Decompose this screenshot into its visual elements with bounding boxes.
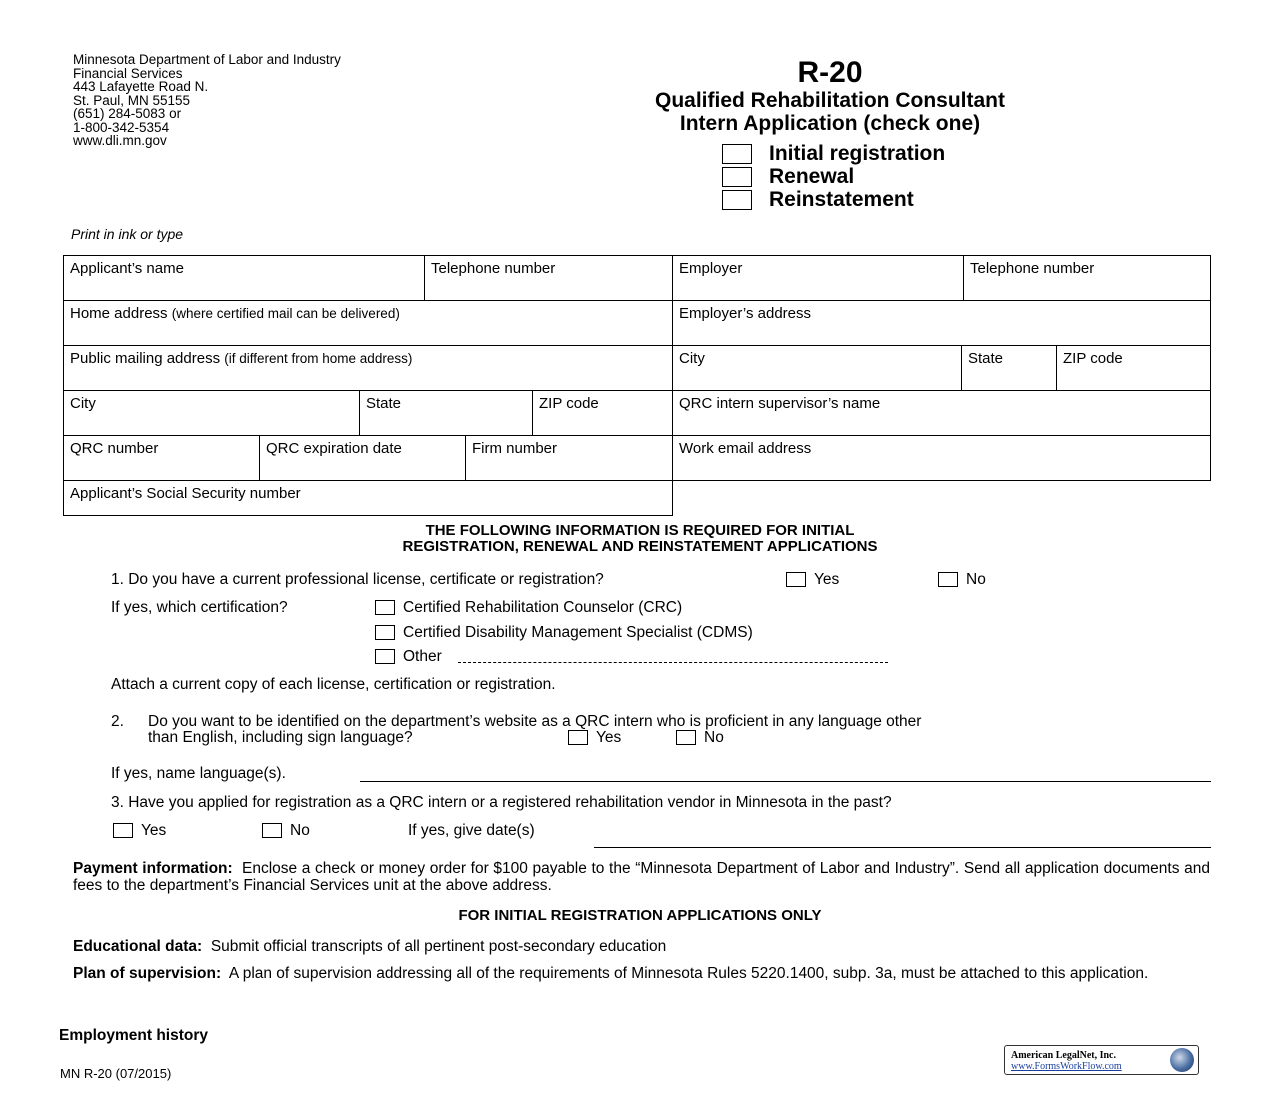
q3-no-option[interactable]: [262, 822, 310, 840]
address-line: www.dli.mn.gov: [73, 133, 167, 148]
field-label: Applicant’s Social Security number: [70, 485, 301, 502]
address-line: 443 Lafayette Road N.: [73, 79, 209, 94]
subtitle-line-1: Qualified Rehabilitation Consultant: [654, 89, 1005, 112]
q2-no-option[interactable]: [676, 729, 724, 747]
field-label: QRC intern supervisor’s name: [679, 395, 881, 412]
q1-no-option[interactable]: [938, 571, 986, 589]
applicant-telephone-field[interactable]: [424, 255, 673, 301]
field-label: QRC expiration date: [266, 440, 402, 457]
q2-yes-option[interactable]: [568, 729, 621, 747]
q3-no-checkbox[interactable]: [262, 823, 282, 838]
q1-if-yes-label: If yes, which certification?: [111, 599, 288, 616]
option-label: Reinstatement: [769, 188, 914, 211]
initial-only-heading: FOR INITIAL REGISTRATION APPLICATIONS ONLY: [458, 907, 822, 924]
q1-yes-option[interactable]: [786, 571, 839, 589]
employment-history-heading: Employment history: [59, 1027, 208, 1044]
field-label: Employer: [679, 260, 743, 277]
q2-language-label: If yes, name language(s).: [111, 765, 286, 782]
option-label: Yes: [596, 729, 622, 746]
field-label: City: [679, 350, 705, 367]
field-label: Home address: [70, 305, 168, 322]
option-initial-registration[interactable]: [722, 142, 945, 166]
plan-text: A plan of supervision addressing all of the requirements of Minnesota Rules 5220.1400, subp. 3a, must be attached to this application.: [228, 965, 1149, 982]
education-label: Educational data:: [73, 938, 203, 955]
globe-icon: [1170, 1048, 1194, 1072]
field-label: State: [968, 350, 1004, 367]
applicant-city-field[interactable]: [63, 390, 360, 436]
field-label: Public mailing address: [70, 350, 221, 367]
employer-telephone-field[interactable]: [963, 255, 1211, 301]
q2-no-checkbox[interactable]: [676, 730, 696, 745]
q3-yes-option[interactable]: [113, 822, 166, 840]
work-email-field[interactable]: [672, 435, 1211, 481]
option-label: Yes: [141, 822, 167, 839]
cert-other-checkbox[interactable]: [375, 649, 395, 664]
field-label: QRC number: [70, 440, 159, 457]
address-line: (651) 284-5083 or: [73, 106, 182, 121]
option-label: Certified Rehabilitation Counselor (CRC): [403, 599, 683, 616]
option-reinstatement[interactable]: [722, 188, 914, 212]
firm-number-field[interactable]: [465, 435, 673, 481]
heading-line: REGISTRATION, RENEWAL AND REINSTATEMENT APPLICATIONS: [402, 538, 878, 555]
form-subtitle: [560, 89, 1100, 135]
cert-crc-option[interactable]: [375, 599, 682, 617]
plan-label: Plan of supervision:: [73, 965, 222, 982]
field-label: State: [366, 395, 402, 412]
q2-yes-checkbox[interactable]: [568, 730, 588, 745]
q3-dates-label: If yes, give date(s): [408, 822, 535, 839]
logo-company: American LegalNet, Inc.: [1011, 1050, 1116, 1061]
print-instruction: Print in ink or type: [71, 226, 184, 242]
employer-field[interactable]: [672, 255, 964, 301]
other-cert-line[interactable]: [458, 662, 888, 663]
field-label: Applicant’s name: [70, 260, 184, 277]
option-label: No: [704, 729, 724, 746]
option-renewal[interactable]: [722, 165, 854, 189]
option-label: Yes: [814, 571, 840, 588]
heading-line: THE FOLLOWING INFORMATION IS REQUIRED FOR INITIAL: [425, 522, 855, 539]
question-3: 3. Have you applied for registration as a QRC intern or a registered rehabilitation vendor in Minnesota in the past?: [111, 794, 892, 811]
subtitle-line-2: Intern Application (check one): [679, 112, 981, 135]
ssn-field[interactable]: [63, 480, 673, 516]
cert-other-option[interactable]: [375, 648, 442, 666]
q2-number: 2.: [111, 713, 124, 730]
qrc-expiration-field[interactable]: [259, 435, 466, 481]
field-label: City: [70, 395, 96, 412]
language-input-line[interactable]: [360, 781, 1211, 782]
option-label: Renewal: [769, 165, 855, 188]
applicant-zip-field[interactable]: [532, 390, 673, 436]
checkbox-renewal[interactable]: [722, 167, 752, 187]
field-label: ZIP code: [1063, 350, 1123, 367]
field-label: Employer’s address: [679, 305, 812, 322]
legalnet-logo[interactable]: [1004, 1045, 1199, 1075]
attach-note: Attach a current copy of each license, certification or registration.: [111, 676, 556, 693]
home-address-field[interactable]: [63, 300, 673, 346]
question-2-line2: than English, including sign language?: [148, 729, 413, 746]
address-line: Minnesota Department of Labor and Industry: [73, 52, 341, 67]
field-label: Firm number: [472, 440, 558, 457]
cert-cdms-checkbox[interactable]: [375, 625, 395, 640]
dates-input-line[interactable]: [594, 847, 1211, 848]
applicant-name-field[interactable]: [63, 255, 425, 301]
cert-crc-checkbox[interactable]: [375, 600, 395, 615]
payment-label: Payment information:: [73, 860, 233, 877]
applicant-state-field[interactable]: [359, 390, 533, 436]
supervisor-name-field[interactable]: [672, 390, 1211, 436]
form-id-title: R-20: [797, 56, 863, 89]
payment-text: Enclose a check or money order for $100 payable to the “Minnesota Department of Labor and Industry”. Send all application documents and fees to the department’s Financial Services unit at the above address.: [73, 860, 1210, 894]
option-label: Initial registration: [769, 142, 946, 165]
q3-yes-checkbox[interactable]: [113, 823, 133, 838]
question-2-line1: Do you want to be identified on the department’s website as a QRC intern who is proficient in any language other: [148, 713, 922, 730]
address-line: 1-800-342-5354: [73, 119, 170, 135]
question-1: 1. Do you have a current professional license, certificate or registration?: [111, 571, 604, 588]
public-mailing-address-field[interactable]: [63, 345, 673, 391]
field-label: Telephone number: [431, 260, 556, 277]
plan-of-supervision: [73, 965, 1210, 982]
checkbox-initial-registration[interactable]: [722, 144, 752, 164]
address-line: St. Paul, MN 55155: [73, 92, 191, 108]
employer-city-field[interactable]: [672, 345, 962, 391]
payment-info: [73, 860, 1210, 894]
option-label: Certified Disability Management Specialist (CDMS): [403, 624, 753, 641]
cert-cdms-option[interactable]: [375, 624, 753, 642]
checkbox-reinstatement[interactable]: [722, 190, 752, 210]
q1-no-checkbox[interactable]: [938, 572, 958, 587]
field-label: ZIP code: [539, 395, 599, 412]
field-note: (if different from home address): [224, 351, 413, 366]
field-note: (where certified mail can be delivered): [171, 306, 400, 321]
required-info-heading: [250, 523, 1030, 555]
option-label: Other: [403, 648, 442, 665]
field-label: Work email address: [679, 440, 812, 457]
q1-yes-checkbox[interactable]: [786, 572, 806, 587]
employer-state-field[interactable]: [961, 345, 1057, 391]
field-label: Telephone number: [970, 260, 1095, 277]
option-label: No: [966, 571, 986, 588]
educational-data: [73, 938, 1210, 955]
education-text: Submit official transcripts of all pertinent post-secondary education: [210, 938, 667, 955]
agency-address: [73, 53, 341, 148]
form-revision-code: MN R-20 (07/2015): [60, 1066, 172, 1081]
employer-zip-field[interactable]: [1056, 345, 1211, 391]
logo-url[interactable]: www.FormsWorkFlow.com: [1011, 1061, 1122, 1072]
qrc-number-field[interactable]: [63, 435, 260, 481]
employer-address-field[interactable]: [672, 300, 1211, 346]
address-line: Financial Services: [73, 65, 183, 81]
option-label: No: [290, 822, 310, 839]
